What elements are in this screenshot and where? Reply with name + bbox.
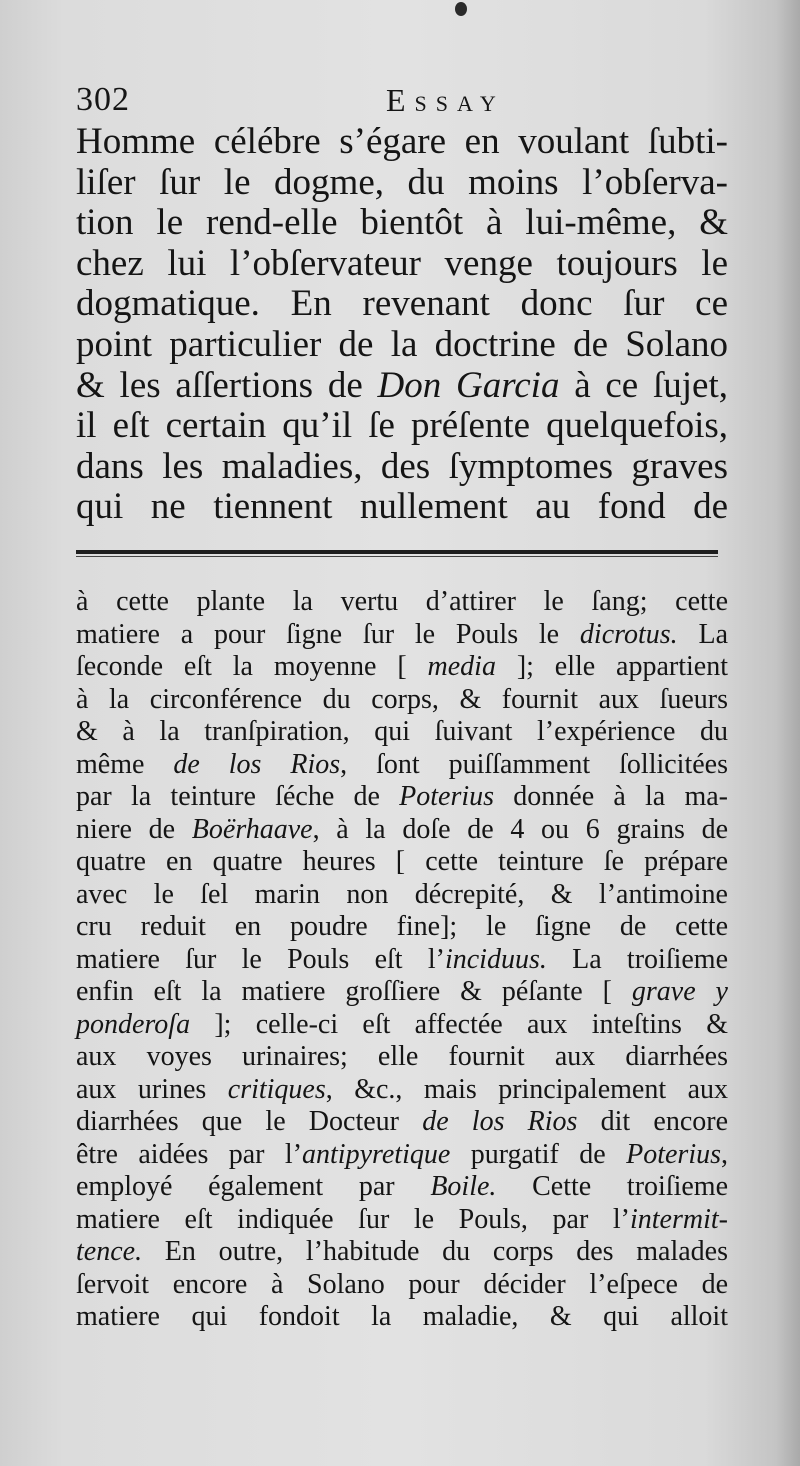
- text-segment: ſeconde eſt la moyenne [: [76, 651, 428, 682]
- text-segment: & à la tranſpiration, qui ſuivant l’expérience du: [76, 716, 728, 747]
- footnote-line: [76, 1236, 728, 1269]
- text-segment: donnée à la ma-: [494, 781, 728, 812]
- italic-text-segment: tence.: [76, 1236, 143, 1267]
- footnote-line: [76, 879, 728, 912]
- main-text-line: [76, 203, 728, 244]
- footnote-line: [76, 684, 728, 717]
- text-segment: , &c., mais principalement aux: [325, 1073, 729, 1105]
- text-segment: liſer ſur le dogme, du moins l’obſerva-: [76, 161, 728, 203]
- italic-text-segment: de los Rios: [422, 1106, 578, 1137]
- footnote-line: [76, 586, 728, 619]
- text-segment: Homme célébre s’égare en voulant ſubti-: [76, 121, 728, 162]
- footnote-line: [76, 846, 728, 879]
- italic-text-segment: Don Garcia: [377, 364, 560, 406]
- page-header: [76, 78, 736, 122]
- main-text-block: [76, 122, 728, 528]
- text-segment: il eſt certain qu’il ſe préſente quelquefois,: [76, 405, 728, 447]
- italic-text-segment: Boërhaave: [191, 813, 313, 845]
- text-segment: La troiſieme: [546, 943, 729, 975]
- footnote-line: [76, 1074, 728, 1107]
- text-segment: , à la doſe de 4 ou 6 grains de: [312, 813, 729, 845]
- text-segment: tion le rend-elle bientôt à lui-même, &: [76, 202, 728, 244]
- text-segment: matiere qui fondoit la maladie, & qui alloit: [76, 1301, 728, 1332]
- separator-thick-line: [76, 550, 718, 554]
- italic-text-segment: antipyretique: [302, 1138, 451, 1170]
- footnote-line: [76, 1301, 728, 1334]
- text-segment: être aidées par l’: [76, 1138, 303, 1170]
- text-segment: ]; elle appartient: [495, 651, 728, 682]
- footnote-line: [76, 716, 728, 749]
- text-segment: à cette plante la vertu d’attirer le ſang; cette: [76, 586, 728, 617]
- text-segment: dogmatique. En revenant donc ſur ce: [76, 283, 728, 325]
- text-segment: ,: [721, 1138, 728, 1170]
- text-segment: employé également par: [76, 1171, 431, 1202]
- running-title: Essay: [386, 82, 505, 118]
- text-segment: par la teinture ſéche de: [76, 781, 400, 812]
- footnote-line: [76, 944, 728, 977]
- text-segment: dans les maladies, des ſymptomes graves: [76, 445, 728, 487]
- text-segment: niere de: [76, 813, 192, 845]
- italic-text-segment: de los Rios: [173, 748, 341, 780]
- text-segment: ſervoit encore à Solano pour décider l’eſpece de: [76, 1268, 728, 1300]
- italic-text-segment: inciduus.: [444, 943, 547, 975]
- text-segment: quatre en quatre heures [ cette teinture ſe prépare: [76, 846, 728, 877]
- footnote-line: [76, 1106, 728, 1139]
- footnote-block: [76, 586, 728, 1334]
- text-segment: En outre, l’habitude du corps des malades: [142, 1236, 728, 1267]
- text-segment: à la circonférence du corps, & fournit aux ſueurs: [76, 683, 728, 715]
- text-segment: aux urines: [76, 1073, 228, 1105]
- text-segment: cru reduit en poudre fine]; le ſigne de cette: [76, 911, 728, 942]
- main-text-line: [76, 406, 728, 447]
- footnote-line: [76, 911, 728, 944]
- italic-text-segment: critiques: [227, 1073, 326, 1105]
- footnote-line: [76, 1269, 728, 1302]
- footnote-line: [76, 781, 728, 814]
- footnote-separator-rule: [76, 550, 718, 558]
- text-segment: même: [76, 748, 174, 780]
- footnote-line: [76, 1171, 728, 1204]
- italic-text-segment: dicrotus.: [579, 618, 678, 650]
- ink-spot: [455, 2, 467, 16]
- footnote-line: [76, 619, 728, 652]
- italic-text-segment: ponderoſa: [76, 1008, 191, 1040]
- text-segment: matiere eſt indiquée ſur le Pouls, par l’: [76, 1203, 630, 1235]
- main-text-line: [76, 487, 728, 528]
- page-number: 302: [76, 81, 130, 118]
- footnote-line: [76, 976, 728, 1009]
- text-segment: à ce ſujet,: [559, 364, 728, 406]
- text-segment: Cette troiſieme: [496, 1171, 728, 1202]
- text-segment: matiere a pour ſigne ſur le Pouls le: [76, 618, 580, 650]
- text-segment: purgatif de: [450, 1138, 627, 1170]
- text-segment: avec le ſel marin non décrepité, & l’antimoine: [76, 878, 728, 910]
- text-segment: diarrhées que le Docteur: [76, 1106, 423, 1137]
- text-segment: dit encore: [577, 1106, 728, 1137]
- footnote-line: [76, 1139, 728, 1172]
- text-segment: chez lui l’obſervateur venge toujours le: [76, 242, 728, 284]
- main-text-line: [76, 244, 728, 285]
- footnote-line: [76, 814, 728, 847]
- text-segment: point particulier de la doctrine de Solano: [76, 323, 728, 365]
- main-text-line: [76, 447, 728, 488]
- main-text-line: [76, 163, 728, 204]
- footnote-line: [76, 1009, 728, 1042]
- text-segment: & les aſſertions de: [76, 364, 378, 406]
- footnote-line: [76, 749, 728, 782]
- italic-text-segment: grave y: [631, 976, 728, 1007]
- text-segment: enfin eſt la matiere groſſiere & péſante [: [76, 976, 632, 1007]
- text-segment: ]; celle-ci eſt affectée aux inteſtins &: [190, 1008, 728, 1040]
- footnote-line: [76, 1204, 728, 1237]
- text-segment: aux voyes urinaires; elle fournit aux diarrhées: [76, 1041, 728, 1072]
- text-segment: La: [677, 618, 729, 650]
- italic-text-segment: Boile.: [430, 1171, 497, 1202]
- main-text-line: [76, 325, 728, 366]
- italic-text-segment: Poterius: [399, 781, 495, 812]
- text-segment: , ſont puiſſamment ſollicitées: [340, 748, 728, 780]
- italic-text-segment: intermit-: [630, 1203, 728, 1235]
- italic-text-segment: media: [427, 651, 496, 682]
- main-text-line: [76, 284, 728, 325]
- text-segment: qui ne tiennent nullement au fond de: [76, 486, 728, 528]
- footnote-line: [76, 1041, 728, 1074]
- text-segment: matiere ſur le Pouls eſt l’: [76, 943, 445, 975]
- footnote-line: [76, 651, 728, 684]
- separator-thin-line: [76, 556, 718, 557]
- main-text-line: [76, 366, 728, 407]
- italic-text-segment: Poterius: [626, 1138, 721, 1170]
- main-text-line: [76, 122, 728, 163]
